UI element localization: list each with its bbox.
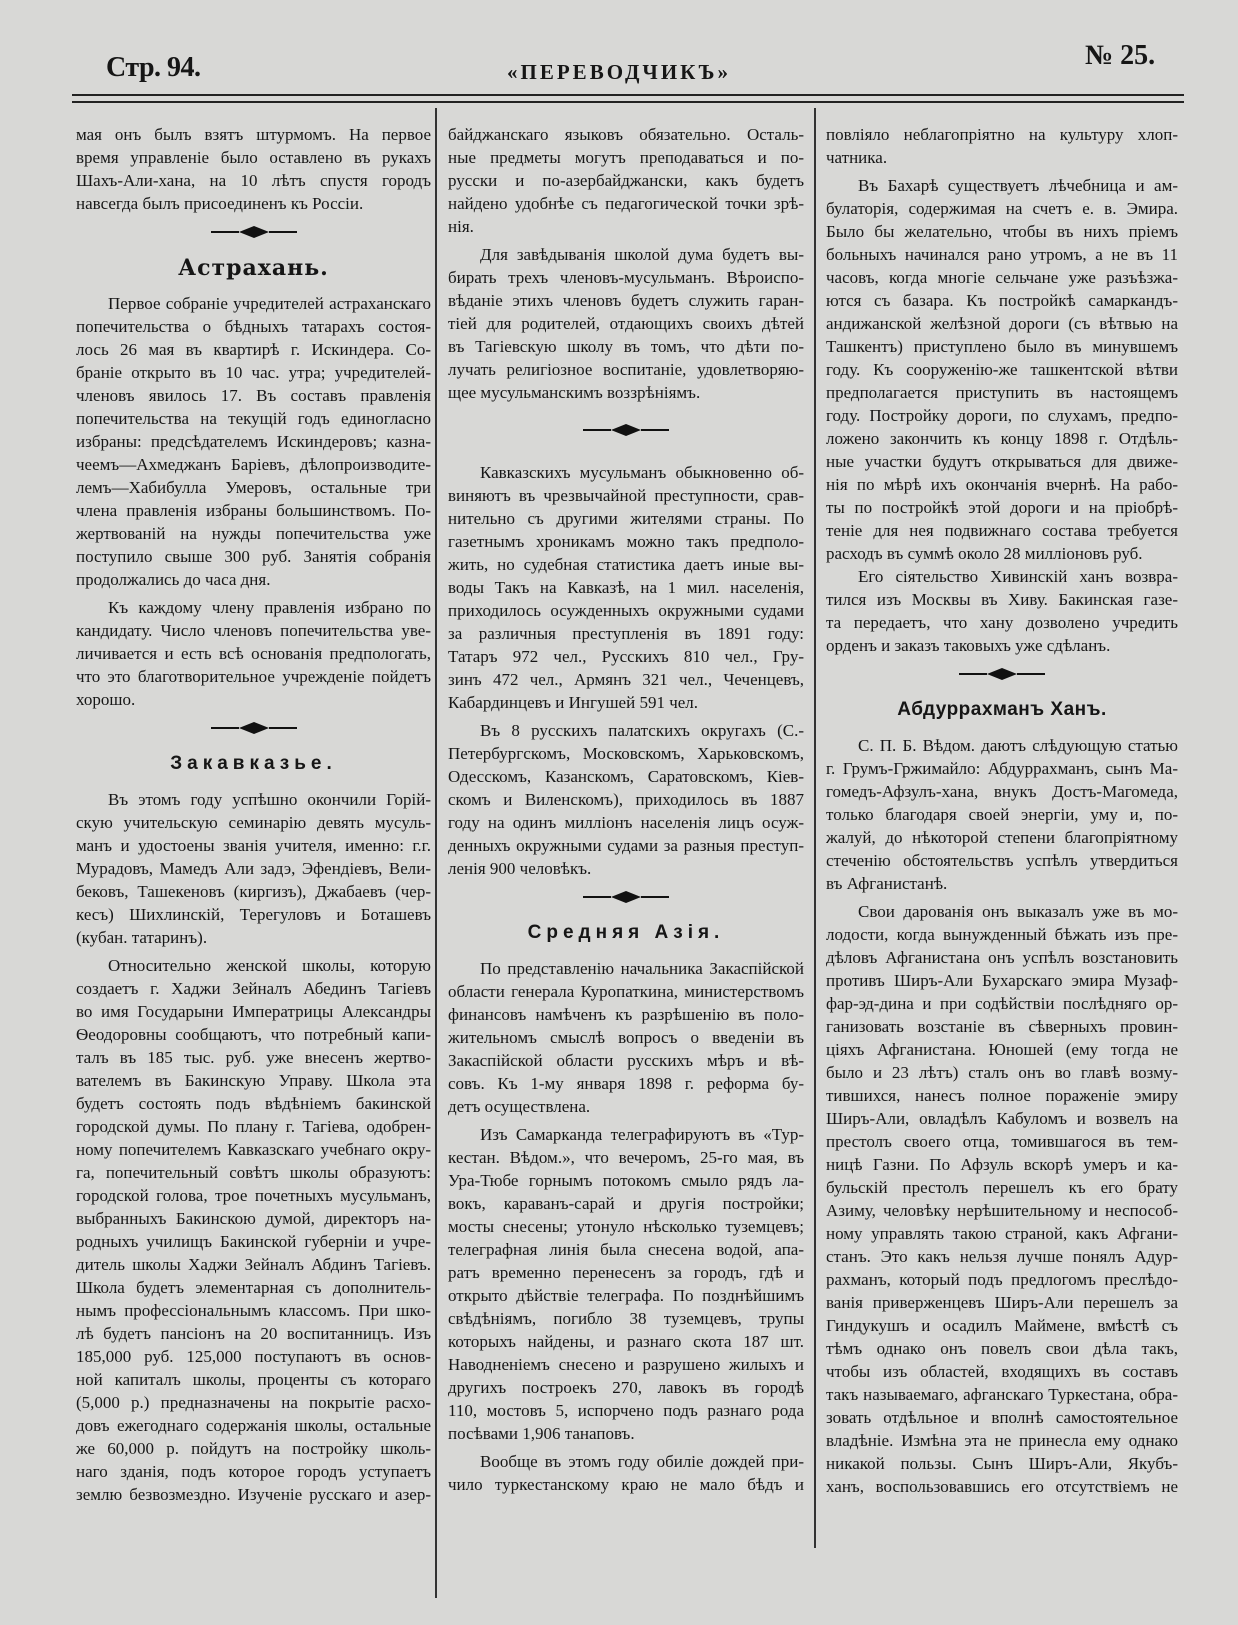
text-line: Къ каждому члену правленія избрано по — [108, 598, 431, 617]
text-line: мосты снесены; утонуло нѣсколько туземцевъ; — [448, 1217, 804, 1236]
text-line: бульскій престолъ перешелъ къ его брату — [826, 1178, 1178, 1197]
text-line: Кавказскихъ мусульманъ обыкновенно об- — [480, 463, 804, 482]
text-line: вокъ, караванъ-сарай и другія постройки; — [448, 1194, 804, 1213]
text-line: довъ ежегоднаго содержанія школы, остальные — [76, 1416, 431, 1435]
text-line: во имя Государыни Императрицы Александры — [76, 1002, 431, 1021]
text-line: никакой пользы. Сынъ Ширъ-Али, Якубъ- — [826, 1454, 1178, 1473]
text-line: Свои дарованія онъ выказалъ уже въ мо- — [858, 902, 1178, 921]
text-line: Для завѣдыванія школой дума будетъ вы- — [480, 245, 804, 264]
text-line: Первое собраніе учредителей астраханскаго — [108, 294, 431, 313]
text-line: ные предметы могутъ преподаваться и по- — [448, 148, 804, 167]
text-line: родныхъ училищъ Бакинской губерніи и учре- — [76, 1232, 431, 1251]
text-line: тился изъ Москвы въ Хиву. Бакинская газе- — [826, 590, 1178, 609]
text-line: будетъ состоять подъ вѣдѣніемъ бакинской — [76, 1094, 431, 1113]
ornament-separator-icon — [826, 657, 1178, 691]
text-line: году на одинъ милліонъ населенія лицъ осуж- — [448, 813, 804, 832]
text-line: Закаспійской области русскихъ мѣръ и вѣ- — [448, 1051, 804, 1070]
text-line: ванія приверженцевъ Ширъ-Али перешелъ за — [826, 1293, 1178, 1312]
column-3 — [826, 118, 1178, 1498]
text-line: члена правленія избраны большинствомъ. По- — [76, 501, 431, 520]
text-line: за различныя преступленія въ 1891 году: — [448, 624, 804, 643]
text-line: нительно съ другими жителями страны. По — [448, 509, 804, 528]
text-line: денныхъ окружными судами за разныя преступ- — [448, 836, 804, 855]
text-line: ной капиталъ школы, проценты съ котораго — [76, 1370, 431, 1389]
text-line: попечительства о бѣдныхъ татарахъ состоя- — [76, 317, 431, 336]
text-line: нія по мѣрѣ ихъ окончанія вчернѣ. На рабо- — [826, 475, 1178, 494]
paragraph — [448, 957, 804, 1118]
text-line: чатника. — [826, 148, 888, 167]
text-line: детъ осуществлена. — [448, 1097, 591, 1116]
text-line: попечительства на текущій годъ единогласно — [76, 409, 431, 428]
text-line: бирать трехъ членовъ-мусульманъ. Вѣроиспо- — [448, 268, 804, 287]
text-line: теніе для нея подвижнаго состава требуется — [826, 521, 1178, 540]
text-line: Мурадовъ, Мамедъ Али задэ, Эфендіевъ, Вели- — [76, 859, 431, 878]
text-line: лодости, когда вынужденный бѣжать изъ пре- — [826, 925, 1178, 944]
text-line: чило туркестанскому краю не мало бѣдъ и — [448, 1475, 804, 1494]
text-line: совъ. Къ 1-му января 1898 г. реформа бу- — [448, 1074, 804, 1093]
paragraph — [448, 719, 804, 880]
text-line: Азиму, человѣку нерѣшительному и неспособ- — [826, 1201, 1178, 1220]
text-line: повліяло неблагопріятно на культуру хлоп- — [826, 125, 1178, 144]
paragraph — [826, 174, 1178, 565]
ornament-separator-icon — [448, 404, 804, 456]
text-line: дитель школы Хаджи Зейналъ Абдинъ Тагіевъ. — [76, 1255, 431, 1274]
text-line: нымъ профессіональнымъ классомъ. При шко- — [76, 1301, 431, 1320]
text-line: было и 23 лѣтъ) сталъ онъ во главѣ возму- — [826, 1063, 1178, 1082]
text-line: булаторія, содержимая на счетъ е. в. Эмира. — [826, 199, 1178, 218]
text-line: время управленіе было оставлено въ рукахъ — [76, 148, 431, 167]
text-line: престолъ своего отца, томившагося въ тем- — [826, 1132, 1178, 1151]
column-2 — [448, 118, 804, 1496]
text-line: рахманъ, который подъ предлогомъ преслѣдо- — [826, 1270, 1178, 1289]
text-line: талъ въ 185 тыс. руб. уже внесенъ жертво- — [76, 1048, 431, 1067]
paragraph — [826, 734, 1178, 895]
text-line: Въ 8 русскихъ палатскихъ округахъ (С.- — [480, 721, 804, 740]
text-line: русски и по-азербайджански, какъ будетъ — [448, 171, 804, 190]
text-line: виняютъ въ чрезвычайной преступности, срав- — [448, 486, 804, 505]
text-line: ганизовать возстаніе въ сѣверныхъ провин- — [826, 1017, 1178, 1036]
text-line: лѣ будетъ пансіонъ на 20 воспитанницъ. Изъ — [76, 1324, 431, 1343]
text-line: га, попечительный совѣтъ школы образуютъ: — [76, 1163, 431, 1182]
text-line: (5,000 р.) предназначены на покрытіе расхо- — [76, 1393, 431, 1412]
paragraph — [448, 1450, 804, 1496]
text-line: скомъ и Виленскомъ), приходилось въ 1887 — [448, 790, 804, 809]
text-line: воды Такъ на Кавказѣ, на 1 мил. населенія, — [448, 578, 804, 597]
text-line: городской думы. По плану г. Тагіева, одобрен- — [76, 1117, 431, 1136]
text-line: Вообще въ этомъ году обиліе дождей при- — [480, 1452, 804, 1471]
text-line: станъ. Это какъ нельзя лучше понялъ Адур- — [826, 1247, 1178, 1266]
text-line: Гиндукушъ и осадилъ Маймене, вмѣстѣ съ — [826, 1316, 1178, 1335]
section-heading: Астрахань. — [178, 255, 329, 281]
paragraph — [826, 900, 1178, 1498]
text-line: Ширъ-Али, овладѣлъ Кабуломъ и возвелъ на — [826, 1109, 1178, 1128]
text-line: Изъ Самарканда телеграфируютъ въ «Тур- — [480, 1125, 804, 1144]
text-line: Петербургскомъ, Московскомъ, Харьковскомъ, — [448, 744, 804, 763]
text-line: лучать религіозное воспитаніе, удовлетворяю- — [448, 360, 804, 379]
text-line: ханъ, воспользовавшись его отсутствіемъ не — [826, 1477, 1178, 1496]
text-line: Одесскомъ, Казанскомъ, Саратовскомъ, Кіев- — [448, 767, 804, 786]
text-line: Школа будетъ элементарная съ дополнитель- — [76, 1278, 431, 1297]
text-line: лемъ—Хабибулла Умеровъ, остальные три — [76, 478, 431, 497]
text-line: кандидату. Число членовъ попечительства уве- — [76, 621, 431, 640]
text-line: ются съ базара. Къ постройкѣ самаркандъ- — [826, 291, 1178, 310]
paragraph — [76, 788, 431, 949]
text-line: посѣвами 1,906 танаповъ. — [448, 1424, 635, 1443]
text-line: такъ называемаго, афганскаго Туркестана, обра- — [826, 1385, 1178, 1404]
text-line: дѣловъ Афганистана онъ успѣлъ возстановить — [826, 948, 1178, 967]
text-line: Ура-Тюбе горнымъ потокомъ смыло рядъ ла- — [448, 1171, 804, 1190]
text-line: тѣмъ однако онъ повелъ свои дѣла такъ, — [826, 1339, 1178, 1358]
text-line: Въ Бахарѣ существуетъ лѣчебница и ам- — [858, 176, 1178, 195]
text-line: жалуй, до нѣкоторой степени благопріятному — [826, 828, 1178, 847]
text-line: Было бы желательно, чтобы въ нихъ пріемъ — [826, 222, 1178, 241]
text-line: ратъ временно перенесенъ за городъ, гдѣ и — [448, 1263, 804, 1282]
text-line: браніе открыто въ 10 час. утра; учредителей- — [76, 363, 431, 382]
text-line: вателемъ въ Бакинскую Управу. Школа эта — [76, 1071, 431, 1090]
text-line: только благодаря своей энергіи, уму и, по- — [826, 805, 1178, 824]
text-line: открыто дѣйствіе телеграфа. По позднѣйшимъ — [448, 1286, 804, 1305]
text-line: г. Грумъ-Гржимайло: Абдуррахманъ, сынъ Ма- — [826, 759, 1178, 778]
ornament-separator-icon — [76, 215, 431, 249]
text-line: лось 26 мая въ квартирѣ г. Искиндера. Со- — [76, 340, 431, 359]
text-line: телеграфная линія была снесена водой, апа- — [448, 1240, 804, 1259]
text-line: бековъ, Ташекеновъ (киргизъ), Джабаевъ (чер- — [76, 882, 431, 901]
text-line: приходилось осужденныхъ окружными судами — [448, 601, 804, 620]
text-line: области генерала Куропаткина, министерствомъ — [448, 982, 804, 1001]
text-line: жить, но судебная статистика даетъ иные вы- — [448, 555, 804, 574]
text-line: андижанской желѣзной дороги (съ вѣтвью на — [826, 314, 1178, 333]
text-line: членовъ явилось 17. Въ составъ правленія — [76, 386, 431, 405]
text-line: зинъ 472 чел., Армянъ 321 чел., Чеченцевъ, — [448, 670, 804, 689]
text-line: расходъ въ суммѣ около 28 милліоновъ руб. — [826, 544, 1143, 563]
text-line: Ташкентъ) приступлено было въ минувшемъ — [826, 337, 1178, 356]
text-line: С. П. Б. Вѣдом. даютъ слѣдующую статью — [858, 736, 1178, 755]
paragraph — [448, 243, 804, 404]
text-line: ціяхъ Афганистана. Юношей (ему тогда не — [826, 1040, 1178, 1059]
text-line: выбранныхъ Бакинскою думой, директоръ на- — [76, 1209, 431, 1228]
text-line: Его сіятельство Хивинскій ханъ возвра- — [858, 567, 1178, 586]
text-line: 185,000 руб. 125,000 поступаютъ въ основ- — [76, 1347, 431, 1366]
text-line: наго зданія, подъ которое городъ уступаетъ — [76, 1462, 431, 1481]
paragraph — [76, 123, 431, 215]
text-line: избраны: предсѣдателемъ Искиндеровъ; казна- — [76, 432, 431, 451]
text-line: финансовъ намѣченъ къ разрѣшенію въ поло- — [448, 1005, 804, 1024]
text-line: личивается и есть всѣ основанія предпологать, — [76, 644, 431, 663]
paragraph — [448, 123, 804, 238]
text-line: городской голова, трое почетныхъ мусульманъ, — [76, 1186, 431, 1205]
text-line: же 60,000 р. пойдутъ на постройку школь- — [76, 1439, 431, 1458]
text-line: больныхъ начинался рано утромъ, а не въ 11 — [826, 245, 1178, 264]
text-line: фар-эд-дина и при содѣйствіи послѣдняго ор- — [826, 994, 1178, 1013]
paragraph — [448, 1123, 804, 1445]
section-heading: Абдуррахманъ Ханъ. — [897, 699, 1107, 720]
text-line: найдено удобнѣе съ педагогической точки зрѣ- — [448, 194, 804, 213]
header-rule-bottom — [72, 101, 1184, 103]
text-line: орденъ и заказъ таковыхъ уже сдѣланъ. — [826, 636, 1111, 655]
text-line: создаетъ г. Хаджи Зейналъ Абединъ Тагіевъ — [76, 979, 431, 998]
text-line: ные участки будутъ открываться для движе- — [826, 452, 1178, 471]
newspaper-title: «ПЕРЕВОДЧИКЪ» — [507, 60, 731, 84]
text-line: навсегда былъ присоединенъ къ Россіи. — [76, 194, 364, 213]
ornament-separator-icon — [448, 880, 804, 914]
paragraph — [76, 292, 431, 591]
text-line: Въ этомъ году успѣшно окончили Горій- — [108, 790, 431, 809]
text-line: тіей для родителей, отдающихъ своихъ дѣтей — [448, 314, 804, 333]
text-line: нія. — [448, 217, 474, 236]
ornament-separator-icon — [76, 711, 431, 745]
issue-number: № 25. — [1085, 40, 1156, 71]
text-line: ному попечителемъ Кавказскаго учебнаго окру- — [76, 1140, 431, 1159]
text-line: ты по постройкѣ этой дороги и на пріобрѣ- — [826, 498, 1178, 517]
text-line: (кубан. татаринъ). — [76, 928, 208, 947]
text-line: чеемъ—Ахмеджанъ Баріевъ, дѣлопроизводите- — [76, 455, 431, 474]
paragraph — [448, 461, 804, 714]
text-line: ложено закончить къ концу 1898 г. Отдѣль- — [826, 429, 1178, 448]
text-line: манъ и удостоены званія учителя, именно: г.г. — [76, 836, 431, 855]
text-line: байджанскаго языковъ обязательно. Осталь- — [448, 125, 804, 144]
text-line: землю безвозмездно. Изученіе русскаго и азер- — [76, 1485, 431, 1504]
text-line: поступило свыше 300 руб. Занятія собранія — [76, 547, 431, 566]
text-line: По представленію начальника Закаспійской — [480, 959, 804, 978]
column-divider — [814, 108, 816, 1548]
text-line: свѣдѣніямъ, погибло 38 туземцевъ, трупы — [448, 1309, 804, 1328]
text-line: предполагается приступить въ настоящемъ — [826, 383, 1178, 402]
text-line: Наводненіемъ снесено и разрушено жилыхъ и — [448, 1355, 804, 1374]
text-line: мая онъ былъ взятъ штурмомъ. На первое — [76, 125, 431, 144]
text-line: Относительно женской школы, которую — [108, 956, 431, 975]
text-line: ницѣ Газни. По Афзуль вскорѣ умеръ и ка- — [826, 1155, 1178, 1174]
text-line: въ Афганистанѣ. — [826, 874, 948, 893]
text-line: противъ Ширъ-Али Бухарскаго эмира Музаф- — [826, 971, 1178, 990]
text-line: Кабардинцевъ и Ингушей 591 чел. — [448, 693, 699, 712]
text-line: другихъ построекъ 270, лавокъ въ городѣ — [448, 1378, 804, 1397]
text-line: вѣданіе этихъ членовъ будетъ служить гаран- — [448, 291, 804, 310]
column-divider — [435, 108, 437, 1598]
section-heading: Закавказье. — [170, 753, 337, 774]
text-line: газетнымъ хроникамъ можно такъ предполо- — [448, 532, 804, 551]
text-line: году. Къ сооруженію-же ташкентской вѣтви — [826, 360, 1178, 379]
text-line: ному управлять такою страной, какъ Афгани- — [826, 1224, 1178, 1243]
text-line: которыхъ найдены, и разнаго скота 187 шт. — [448, 1332, 804, 1351]
paragraph — [826, 565, 1178, 657]
text-line: кесъ) Шихлинскій, Терегуловъ и Боташевъ — [76, 905, 431, 924]
text-line: чтобы изъ областей, входящихъ въ составъ — [826, 1362, 1178, 1381]
text-line: Татаръ 972 чел., Русскихъ 810 чел., Гру- — [448, 647, 804, 666]
text-line: продолжались до часа дня. — [76, 570, 271, 589]
section-heading: Средняя Азія. — [527, 922, 725, 943]
text-line: 110, мостовъ 5, испорчено подъ разнаго рода — [448, 1401, 804, 1420]
text-line: часовъ, когда многіе сельчане уже разъѣзжа- — [826, 268, 1178, 287]
text-line: Ѳеодоровны сообщаютъ, что потребный капи- — [76, 1025, 431, 1044]
page-number: Стр. 94. — [106, 52, 201, 83]
text-line: жительномъ смыслѣ вопросъ о введеніи въ — [448, 1028, 804, 1047]
text-line: году. Постройку дороги, по слухамъ, предпо- — [826, 406, 1178, 425]
paragraph — [76, 954, 431, 1506]
text-line: жертвованій на нужды попечительства уже — [76, 524, 431, 543]
text-line: тившихся, нанесъ полное пораженіе эмиру — [826, 1086, 1178, 1105]
text-line: Шахъ-Али-хана, на 10 лѣтъ спустя городъ — [76, 171, 431, 190]
paragraph — [826, 123, 1178, 169]
text-line: скую учительскую семинарію девять мусуль- — [76, 813, 431, 832]
text-line: гомедъ-Афзулъ-хана, внукъ Достъ-Магомеда, — [826, 782, 1178, 801]
paragraph — [76, 596, 431, 711]
header-rule-top — [72, 94, 1184, 96]
text-line: что это благотворительное учрежденіе пойдетъ — [76, 667, 431, 686]
text-line: въ Тагіевскую школу въ томъ, что дѣти по- — [448, 337, 804, 356]
text-line: стеченію обстоятельствъ успѣлъ утвердиться — [826, 851, 1178, 870]
text-line: зовать отдѣльное и вполнѣ самостоятельное — [826, 1408, 1178, 1427]
column-1 — [76, 118, 431, 1506]
text-line: кестан. Вѣдом.», что вечеромъ, 25-го мая, въ — [448, 1148, 804, 1167]
text-line: владѣніе. Измѣна эта не принесла ему однако — [826, 1431, 1178, 1450]
text-line: хорошо. — [76, 690, 136, 709]
text-line: ленія 900 человѣкъ. — [448, 859, 592, 878]
text-line: щее мусульманскимъ воззрѣніямъ. — [448, 383, 701, 402]
text-line: та передаетъ, что хану дозволено учредить — [826, 613, 1178, 632]
